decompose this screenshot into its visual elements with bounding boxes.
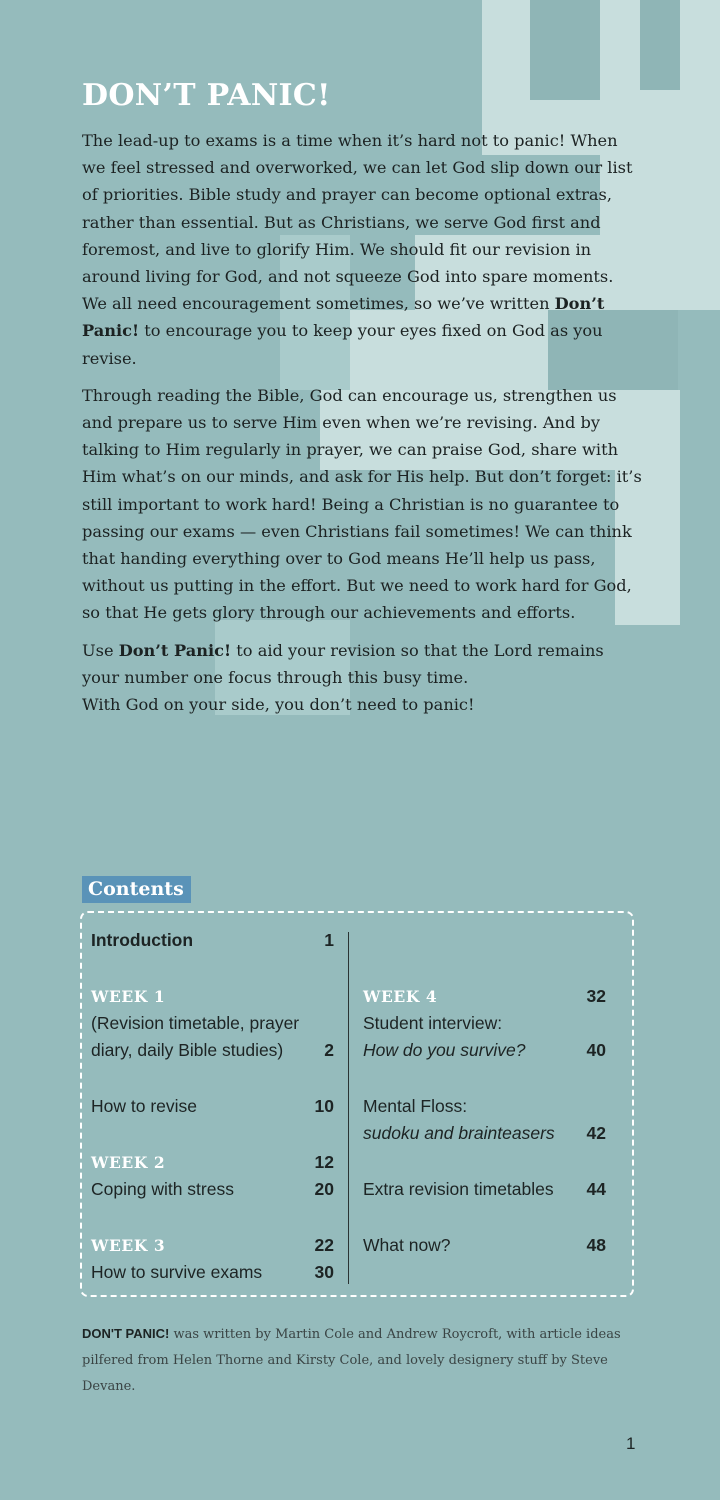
toc-page-number: 10 <box>314 1096 334 1116</box>
intro-paragraph-4: With God on your side, you don’t need to panic! <box>82 695 475 715</box>
decor-block <box>640 0 680 90</box>
toc-mental-floss[interactable]: Mental Floss: <box>363 1096 468 1116</box>
toc-page-number: 42 <box>586 1123 606 1143</box>
toc-week-1-desc: (Revision timetable, prayer <box>91 1013 300 1033</box>
toc-page-number: 20 <box>314 1179 334 1199</box>
intro-paragraph-1 <box>82 127 642 372</box>
toc-how-to-revise[interactable]: How to revise <box>91 1096 198 1116</box>
toc-week-2[interactable]: WEEK 2 <box>91 1153 166 1172</box>
contents-heading: Contents <box>82 876 191 903</box>
text-span: The lead-up to exams is a time when it’s hard not to panic! When we feel stressed and overworked, we can let God slip down our list of priorities. Bible study and prayer can become optional extras, rather than essential. But as Christians, we serve God first and foremost, and live to glorify Him. We should fit our revision in around living for God, and not squeeze God into spare moments. We all need encouragement sometimes, so we’ve written <box>82 131 633 314</box>
credits-text: was written by Martin Cole and Andrew Roycroft, with article ideas pilfered from Helen Thorne and Kirsty Cole, and lovely designery stuff by Steve Devane. <box>82 1327 621 1394</box>
toc-how-to-survive-exams[interactable]: How to survive exams <box>91 1262 263 1282</box>
toc-page-number: 48 <box>586 1235 606 1255</box>
credits <box>82 1321 652 1400</box>
toc-page-number: 40 <box>586 1040 606 1060</box>
toc-mental-floss-sub: sudoku and brainteasers <box>363 1123 555 1143</box>
toc-student-interview-sub: How do you survive? <box>363 1040 526 1060</box>
toc-page-number: 32 <box>586 986 606 1006</box>
text-span: to encourage you to keep your eyes fixed on God as you revise. <box>82 321 603 368</box>
toc-week-3[interactable]: WEEK 3 <box>91 1236 166 1255</box>
intro-paragraph-2: Through reading the Bible, God can encourage us, strengthen us and prepare us to serve Him even when we’re revising. And by talking to Him regularly in prayer, we can praise God, share with Him what’s on our minds, and ask for His help. But don’t forget: it’s still important to work hard! Being a Christian is no guarantee to passing our exams — even Christians fail sometimes! We can think that handing everything over to God means He’ll help us pass, without us putting in the effort. But we need to work hard for God, so that He gets glory through our achievements and efforts. <box>82 385 642 623</box>
intro-paragraph-3 <box>82 637 642 691</box>
toc-coping-with-stress[interactable]: Coping with stress <box>91 1179 234 1199</box>
toc-week-4[interactable]: WEEK 4 <box>363 987 438 1006</box>
toc-page-number: 12 <box>314 1152 334 1172</box>
toc-page-number: 44 <box>586 1179 606 1199</box>
text-span: Use <box>82 640 119 660</box>
toc-week-1[interactable]: WEEK 1 <box>91 987 166 1006</box>
toc-page-number: 22 <box>314 1235 334 1255</box>
toc-page-number: 2 <box>324 1040 334 1060</box>
intro-section <box>82 78 642 728</box>
bold-title: Don’t Panic! <box>118 640 232 660</box>
toc-what-now[interactable]: What now? <box>363 1235 451 1255</box>
toc-page-number: 1 <box>324 930 334 950</box>
page-title: DON’T PANIC! <box>82 78 331 113</box>
toc-page-number: 30 <box>314 1262 334 1282</box>
bold-title: Don’t Panic! <box>82 294 605 341</box>
toc-student-interview[interactable]: Student interview: <box>363 1013 503 1033</box>
text-span: to aid your revision so that the Lord remains your number one focus through this busy time. <box>82 640 604 687</box>
credits-title: DON'T PANIC! <box>82 1326 170 1341</box>
toc-introduction[interactable]: Introduction <box>91 930 194 950</box>
toc-extra-timetables[interactable]: Extra revision timetables <box>363 1179 554 1199</box>
toc-week-1-desc: diary, daily Bible studies) <box>91 1040 284 1060</box>
contents-divider <box>348 932 349 1284</box>
page-number: 1 <box>626 1434 636 1453</box>
